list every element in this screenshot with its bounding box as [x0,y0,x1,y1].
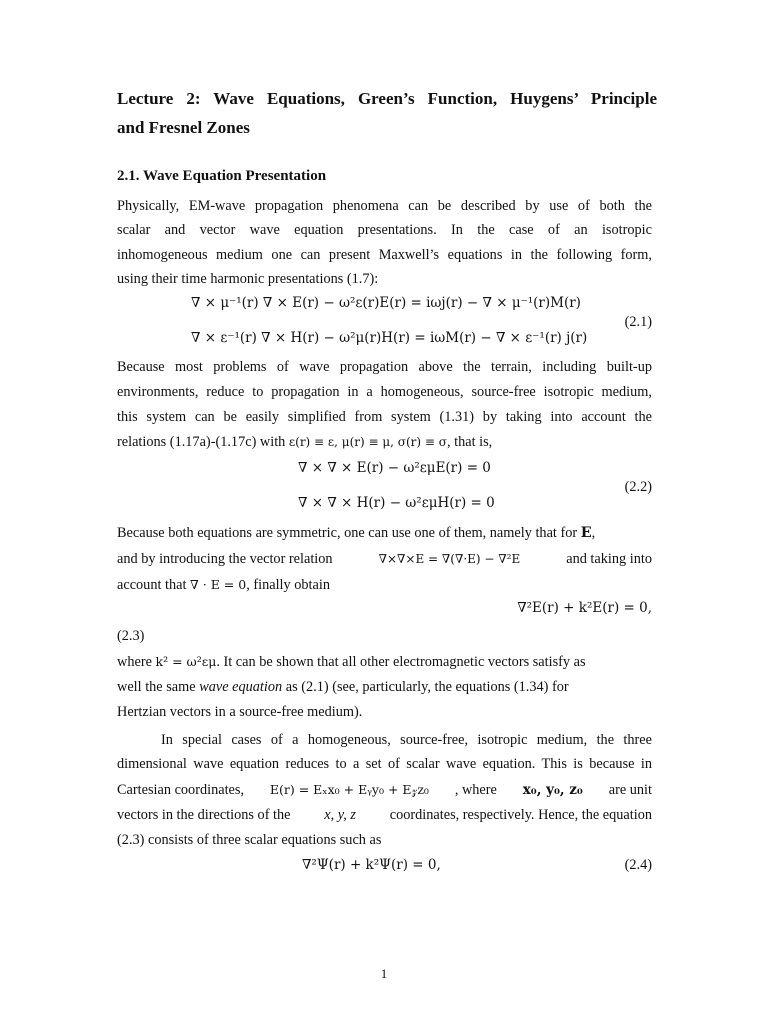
paragraph-3-text: and taking into [566,551,652,567]
paragraph-2-line [117,430,652,454]
section-heading: 2.1. Wave Equation Presentation [117,168,327,184]
paragraph-1-line: inhomogeneous medium one can present Maxwell’s equations in the following form, [117,247,652,263]
equation-number-2-1: (2.1) [624,314,652,330]
paragraph-2-tail: , that is, [446,434,493,450]
paragraph-2-line: this system can be easily simplified from system (1.31) by taking into account the [117,409,652,425]
paragraph-5-text: coordinates, respectively. Hence, the equation [389,807,652,823]
inline-math: ∇×∇×E = ∇(∇·E) − ∇²E [378,552,521,566]
equation-number-2-3: (2.3) [117,628,145,644]
paragraph-1-line: using their time harmonic presentations (1.7): [117,271,379,287]
equation-2-1a: ∇ × μ⁻¹(r) ∇ × E(r) − ω²ε(r)E(r) = iωj(r) − ∇ × μ⁻¹(r)M(r) [191,295,581,311]
paragraph-4-line: Hertzian vectors in a source-free medium). [117,704,363,720]
paragraph-2-text: relations (1.17a)-(1.17c) with [117,434,286,450]
inline-math: x₀, y₀, z₀ [522,782,583,798]
paragraph-5-text: Cartesian coordinates, [117,782,245,798]
paragraph-4-text: . It can be shown that all other electromagnetic vectors satisfy as [216,654,586,670]
paragraph-4-text: where [117,654,152,670]
paragraph-5-line: In special cases of a homogeneous, source-free, isotropic medium, the three [161,732,652,748]
paragraph-3-line [117,573,652,597]
paragraph-3-text: account that [117,577,187,593]
inline-math: k² = ω²εμ [155,654,217,669]
paragraph-5-line [117,803,652,827]
equation-number-2-2: (2.2) [624,479,652,495]
equation-2-3: ∇²E(r) + k²E(r) = 0, [517,600,652,616]
paragraph-3-line: Because both equations are symmetric, one can use one of them, namely that for E, [117,525,596,541]
paragraph-5-emphasis: x, y, z [324,807,356,823]
equation-2-2a: ∇ × ∇ × E(r) − ω²εμE(r) = 0 [298,460,491,476]
lecture-title-line-2: and Fresnel Zones [117,118,250,137]
inline-math: E(r) = Eₓx₀ + Eᵧy₀ + E𝓏z₀ [269,782,429,797]
paragraph-4-text: well the same [117,679,196,695]
paragraph-3-text: and by introducing the vector relation [117,551,333,567]
equation-2-2b: ∇ × ∇ × H(r) − ω²εμH(r) = 0 [298,495,495,511]
paragraph-5-text: are unit [608,782,652,798]
paragraph-2-line: Because most problems of wave propagation above the terrain, including built-up [117,359,652,375]
paragraph-5-line: (2.3) consists of three scalar equations such as [117,832,382,848]
paragraph-4-text: as (2.1) (see, particularly, the equations (1.34) for [285,679,569,695]
paragraph-2-line: environments, reduce to propagation in a homogeneous, source-free isotropic medium, [117,384,652,400]
paragraph-1-line: scalar and vector wave equation presentations. In the case of an isotropic [117,222,652,238]
equation-2-1b: ∇ × ε⁻¹(r) ∇ × H(r) − ω²μ(r)H(r) = iωM(r) − ∇ × ε⁻¹(r) j(r) [191,330,588,346]
paragraph-3-text: , finally obtain [246,577,330,593]
inline-math: E [580,525,592,541]
lecture-title-line-1: Lecture 2: Wave Equations, Green’s Function, Huygens’ Principle [117,89,657,108]
paragraph-1-line: Physically, EM-wave propagation phenomena can be described by use of both the [117,198,652,214]
paragraph-4-line [117,650,652,674]
paragraph-5-text: , where [454,782,497,798]
equation-number-2-4: (2.4) [624,857,652,873]
paragraph-5-line: dimensional wave equation reduces to a set of scalar wave equation. This is because in [117,756,652,772]
inline-math: ε(r) ≡ ε, μ(r) ≡ μ, σ(r) ≡ σ [288,435,447,449]
paragraph-4-emphasis: wave equation [199,679,283,695]
paragraph-5-line [117,778,652,802]
inline-math: ∇ · E = 0 [190,577,247,592]
paragraph-4-line [117,675,652,699]
page-number: 1 [380,966,388,981]
paragraph-3-line [117,547,652,571]
paragraph-5-text: vectors in the directions of the [117,807,291,823]
equation-2-4: ∇²Ψ(r) + k²Ψ(r) = 0, [302,857,441,873]
paragraph-3-text: Because both equations are symmetric, one can use one of them, namely that for [117,525,578,541]
